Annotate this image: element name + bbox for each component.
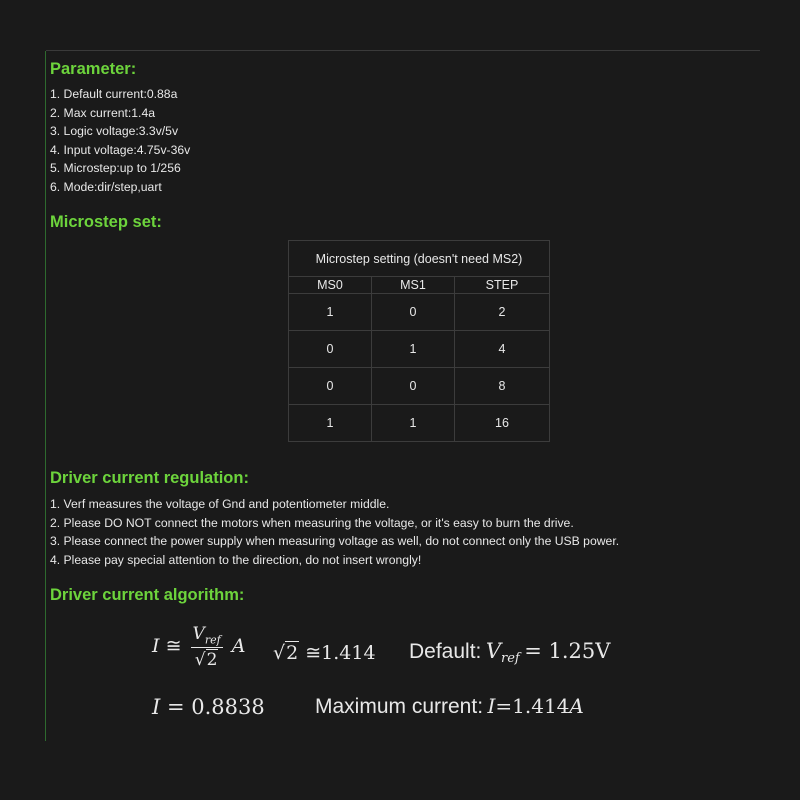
result-value: = 0.8838: [166, 695, 265, 719]
table-cell: 1: [289, 294, 372, 331]
default-V: V: [485, 639, 501, 663]
sqrt2-value: ≅1.414: [305, 642, 376, 664]
list-item: 3. Please connect the power supply when measuring voltage as well, do not connect only the USB power.: [50, 534, 620, 549]
table-row: [289, 405, 550, 442]
list-item: 4. Please pay special attention to the direction, do not insert wrongly!: [50, 552, 422, 567]
sqrt-radicand: 2: [206, 650, 218, 671]
sqrt-radicand: 2: [286, 642, 299, 664]
max-value: =1.414: [495, 694, 570, 718]
sqrt-symbol: √2: [273, 642, 299, 664]
microstep-table: [288, 240, 550, 442]
max-I: I: [487, 694, 496, 718]
max-current-label: Maximum current:: [315, 695, 484, 718]
parameter-list: [50, 85, 190, 197]
table-cell: 0: [372, 294, 455, 331]
table-cell: 0: [289, 331, 372, 368]
list-item: 6. Mode:dir/step,uart: [50, 179, 162, 194]
formula-V: V: [192, 624, 205, 644]
table-cell: 8: [455, 368, 550, 405]
formula-fraction: [191, 624, 223, 670]
current-result-formula: [152, 695, 265, 719]
default-label: Default:: [409, 640, 482, 663]
table-caption-row: [289, 241, 550, 277]
max-current-formula: [315, 694, 584, 719]
regulation-title: Driver current regulation:: [50, 469, 249, 487]
formula-I: I: [152, 635, 160, 658]
list-item: 2. Max current:1.4a: [50, 105, 155, 120]
list-item: 1. Default current:0.88a: [50, 87, 178, 101]
table-header-row: [289, 277, 550, 294]
max-unit: A: [569, 694, 584, 718]
formula-V-sub: ref: [204, 633, 221, 647]
top-divider: [46, 50, 760, 51]
result-I: I: [152, 695, 161, 719]
formula-A: A: [231, 635, 246, 658]
formula-approx: ≅: [165, 635, 182, 658]
table-row: [289, 294, 550, 331]
list-item: 4. Input voltage:4.75v-36v: [50, 142, 191, 157]
sqrt-symbol: √2: [194, 650, 218, 671]
default-V-sub: ref: [501, 651, 520, 667]
table-cell: 16: [455, 405, 550, 442]
table-cell: 4: [455, 331, 550, 368]
table-cell: 1: [372, 405, 455, 442]
list-item: 1. Verf measures the voltage of Gnd and potentiometer middle.: [50, 497, 390, 511]
table-cell: 2: [455, 294, 550, 331]
column-header: STEP: [455, 277, 550, 294]
fraction-denominator: [191, 648, 223, 670]
list-item: 5. Microstep:up to 1/256: [50, 161, 181, 176]
column-header: MS1: [372, 277, 455, 294]
column-header: MS0: [289, 277, 372, 294]
table-cell: 0: [372, 368, 455, 405]
table-cell: 1: [372, 331, 455, 368]
table-row: [289, 368, 550, 405]
table-caption: Microstep setting (doesn't need MS2): [289, 241, 550, 277]
regulation-list: [50, 495, 619, 569]
default-value: = 1.25V: [524, 639, 611, 663]
list-item: 2. Please DO NOT connect the motors when measuring the voltage, or it's easy to burn the drive.: [50, 515, 574, 530]
fraction-numerator: [191, 624, 223, 648]
current-formula: [152, 624, 245, 670]
sqrt2-formula: [273, 642, 376, 664]
list-item: 3. Logic voltage:3.3v/5v: [50, 124, 179, 139]
microstep-title: Microstep set:: [50, 213, 162, 231]
table-cell: 1: [289, 405, 372, 442]
parameter-title: Parameter:: [50, 60, 137, 78]
default-formula: [409, 639, 610, 666]
algorithm-title: Driver current algorithm:: [50, 586, 245, 604]
table-row: [289, 331, 550, 368]
table-cell: 0: [289, 368, 372, 405]
left-accent-line: [45, 51, 46, 741]
